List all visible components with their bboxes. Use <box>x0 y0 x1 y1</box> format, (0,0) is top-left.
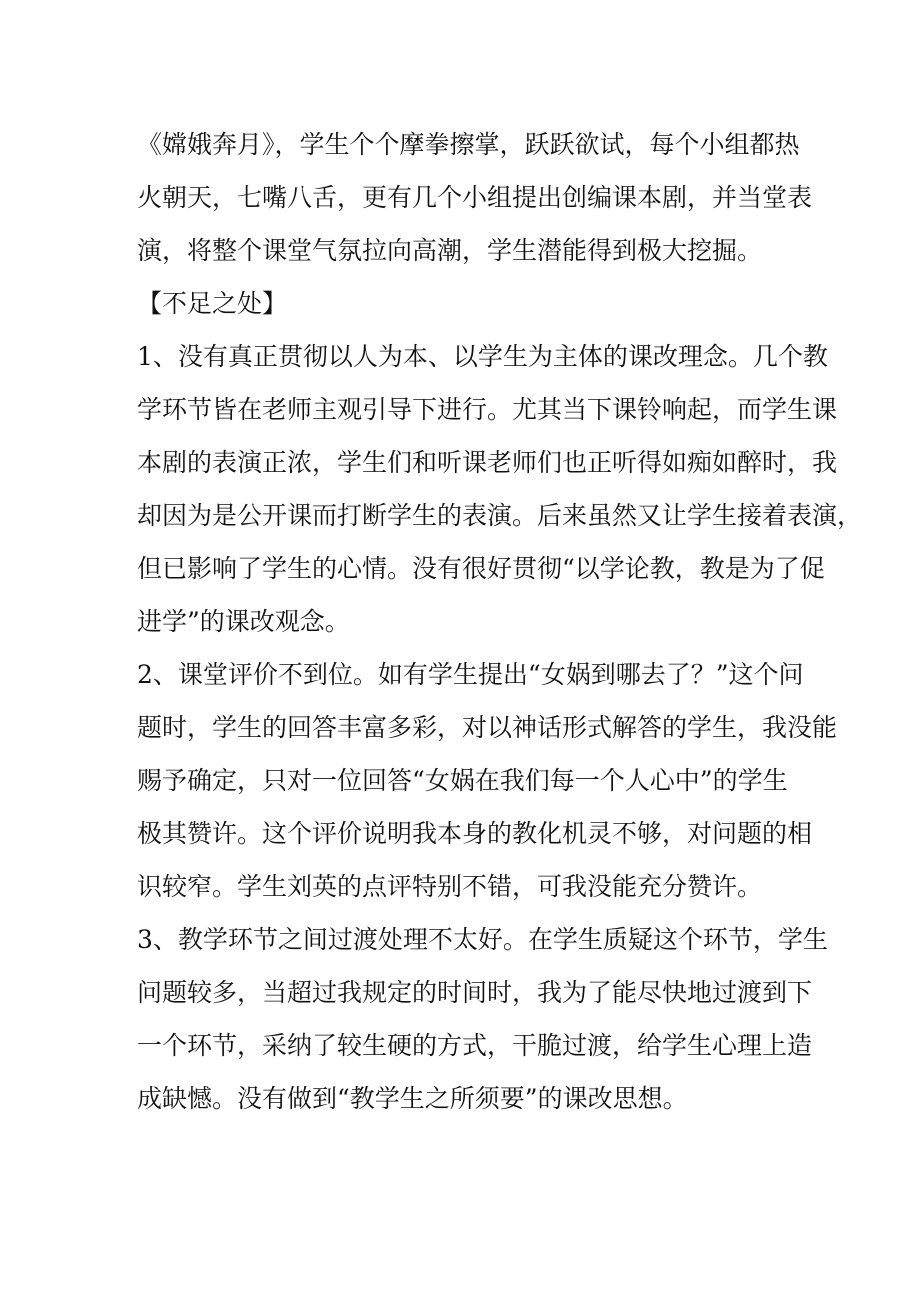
text-line: 却因为是公开课而打断学生的表演。后来虽然又让学生接着表演， <box>137 501 863 530</box>
text-line: 赐予确定，只对一位回答“女娲在我们每一个人心中”的学生 <box>137 766 788 795</box>
text-line: 极其赞许。这个评价说明我本身的教化机灵不够，对问题的相 <box>137 819 813 848</box>
section-heading <box>137 277 787 330</box>
text-line: 演，将整个课堂气氛拉向高潮，学生潜能得到极大挖掘。 <box>137 236 763 265</box>
point-1-paragraph <box>137 330 863 648</box>
section-heading-text: 【不足之处】 <box>137 289 288 318</box>
text-line: 本剧的表演正浓，学生们和听课老师们也正听得如痴如醉时，我 <box>137 448 838 477</box>
point-3-paragraph <box>137 913 828 1125</box>
text-line: 题时，学生的回答丰富多彩，对以神话形式解答的学生，我没能 <box>137 713 838 742</box>
text-line: 火朝天，七嘴八舌，更有几个小组提出创编课本剧，并当堂表 <box>137 183 813 212</box>
text-line: 进学”的课改观念。 <box>137 607 350 636</box>
text-line: 《嫦娥奔月》，学生个个摩拳擦掌，跃跃欲试，每个小组都热 <box>137 130 800 159</box>
document-body <box>137 118 863 1125</box>
text-line: 3、教学环节之间过渡处理不太好。在学生质疑这个环节，学生 <box>137 925 828 954</box>
text-line: 一个环节，采纳了较生硬的方式，干脆过渡，给学生心理上造 <box>137 1031 813 1060</box>
point-2-paragraph <box>137 648 838 913</box>
text-line: 1、没有真正贯彻以人为本、以学生为主体的课改理念。几个教 <box>137 342 828 371</box>
text-line: 成缺憾。没有做到“教学生之所须要”的课改思想。 <box>137 1084 688 1113</box>
text-line: 问题较多，当超过我规定的时间时，我为了能尽快地过渡到下 <box>137 978 813 1007</box>
text-line: 2、课堂评价不到位。如有学生提出“女娲到哪去了？”这个问 <box>137 660 804 689</box>
text-line: 识较窄。学生刘英的点评特别不错，可我没能充分赞许。 <box>137 872 763 901</box>
intro-paragraph <box>137 118 813 277</box>
text-line: 学环节皆在老师主观引导下进行。尤其当下课铃响起，而学生课 <box>137 395 838 424</box>
text-line: 但已影响了学生的心情。没有很好贯彻“以学论教，教是为了促 <box>137 554 825 583</box>
